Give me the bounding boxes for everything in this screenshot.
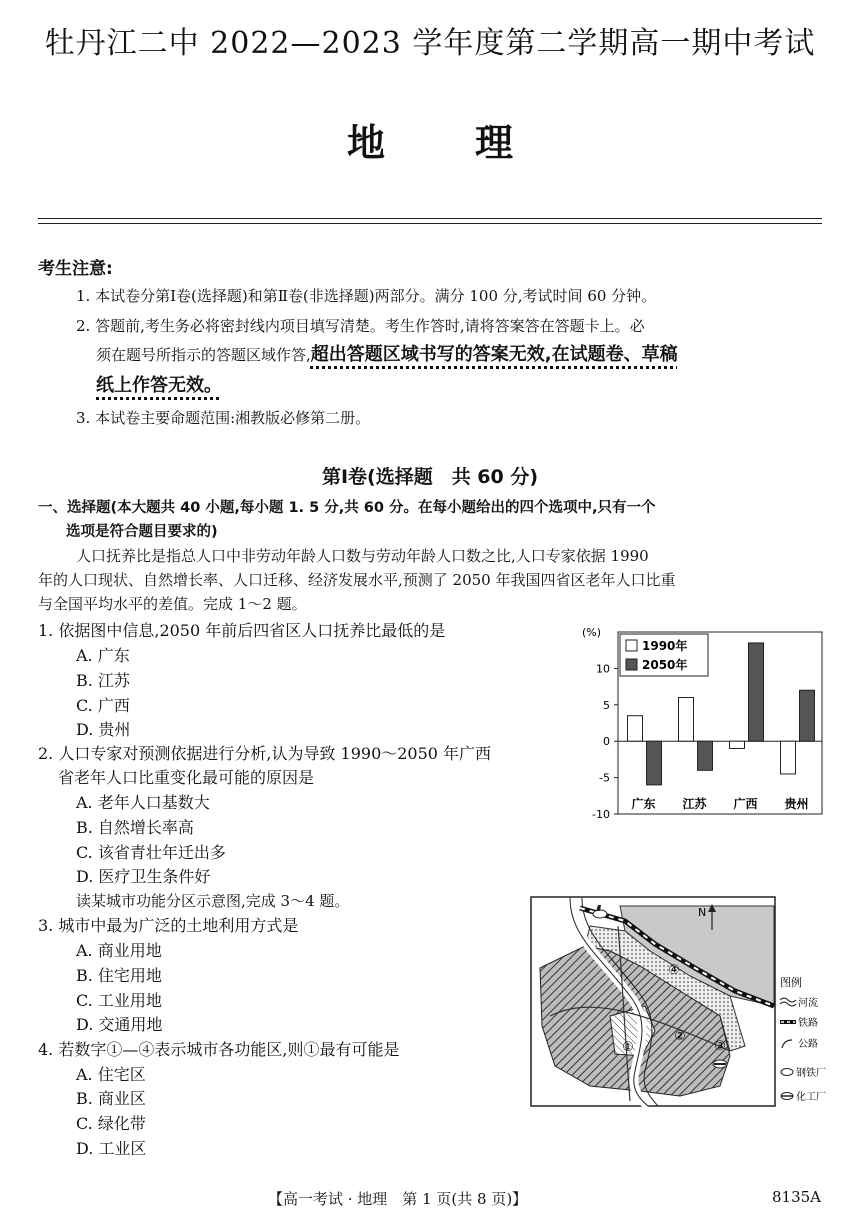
- notice-item-2-line-2: [96, 343, 678, 367]
- legend-swatch-0: [626, 640, 637, 651]
- legend-river-label: 河流: [798, 998, 818, 1009]
- question-2-stem-line-2: 省老年人口比重变化最可能的原因是: [58, 768, 315, 787]
- part-one-title: 第Ⅰ卷(选择题 共 60 分): [321, 466, 539, 488]
- chart-ylabel: (%): [582, 626, 602, 639]
- notice-item-2-line-3: [96, 374, 222, 398]
- question-4-option-c: C. 绿化带: [76, 1114, 146, 1133]
- bar-1990-1: [679, 698, 694, 742]
- bar-2050-2: [749, 643, 764, 741]
- y-tick-label: 0: [603, 735, 610, 749]
- intro-questions-3-4: 读某城市功能分区示意图,完成 3～4 题。: [76, 892, 350, 910]
- question-1-stem: 1. 依据图中信息,2050 年前后四省区人口抚养比最低的是: [38, 621, 446, 640]
- question-2-option-d: D. 医疗卫生条件好: [76, 867, 211, 886]
- question-3-option-a: A. 商业用地: [76, 941, 162, 960]
- y-tick-label: 10: [596, 662, 610, 676]
- legend-steel-icon: [781, 1069, 793, 1076]
- zone-2-label: ②: [674, 1029, 686, 1044]
- question-1-option-a: A. 广东: [76, 646, 130, 665]
- notice-item-3: 3. 本试卷主要命题范围:湘教版必修第二册。: [76, 409, 371, 427]
- notice-item-2-line-1: 2. 答题前,考生务必将密封线内项目填写清楚。考生作答时,请将答案答在答题卡上。必: [76, 317, 645, 335]
- population-bar-chart: [578, 622, 826, 822]
- question-3-option-d: D. 交通用地: [76, 1015, 163, 1034]
- header-divider-bottom: [38, 223, 822, 224]
- legend-road-icon: [782, 1040, 792, 1048]
- legend-chemical-label: 化工厂: [796, 1092, 826, 1103]
- legend-railway-label: 铁路: [798, 1018, 818, 1029]
- bar-2050-1: [698, 741, 713, 770]
- notice-heading: 考生注意:: [38, 259, 113, 279]
- subject-title: 地理: [346, 120, 603, 165]
- legend-label-1: 2050年: [642, 658, 688, 672]
- notice-emphasis-1: 超出答题区域书写的答案无效,在试题卷、草稿: [310, 344, 678, 365]
- exam-title: 牡丹江二中 2022—2023 学年度第二学期高一期中考试: [44, 26, 816, 61]
- notice-emphasis-2: 纸上作答无效。: [96, 375, 222, 396]
- map-legend-title: 图例: [780, 976, 802, 989]
- legend-label-0: 1990年: [642, 639, 688, 653]
- y-tick-label: -5: [599, 771, 610, 785]
- legend-swatch-1: [626, 659, 637, 670]
- header-divider-top: [38, 218, 822, 219]
- question-1-option-c: C. 广西: [76, 696, 130, 715]
- notice-item-2-plain: 须在题号所指示的答题区域作答,: [96, 346, 311, 364]
- question-4-option-a: A. 住宅区: [76, 1065, 146, 1084]
- question-3-option-c: C. 工业用地: [76, 991, 162, 1010]
- passage-1-line-3: 与全国平均水平的差值。完成 1～2 题。: [38, 595, 307, 613]
- chemical-factory-icon: [713, 1060, 727, 1068]
- question-3-stem: 3. 城市中最为广泛的土地利用方式是: [38, 916, 299, 935]
- x-category-label: 广东: [631, 797, 656, 811]
- bar-1990-0: [628, 716, 643, 741]
- question-4-stem: 4. 若数字①—④表示城市各功能区,则①最有可能是: [38, 1040, 400, 1059]
- bar-1990-2: [730, 741, 745, 748]
- question-2-option-a: A. 老年人口基数大: [76, 793, 210, 812]
- city-function-map: [530, 896, 826, 1108]
- legend-river-icon: [780, 998, 796, 1002]
- question-3-option-b: B. 住宅用地: [76, 966, 162, 985]
- passage-1-line-1: 人口抚养比是指总人口中非劳动年龄人口数与劳动年龄人口数之比,人口专家依据 1990: [76, 547, 649, 565]
- zone-1-label: ①: [622, 1040, 634, 1055]
- bar-2050-0: [647, 741, 662, 785]
- question-2-option-c: C. 该省青壮年迁出多: [76, 843, 226, 862]
- section-instruction-line-1: 一、选择题(本大题共 40 小题,每小题 1. 5 分,共 60 分。在每小题给出的四个选项中,只有一个: [38, 500, 656, 516]
- question-4-option-b: B. 商业区: [76, 1089, 146, 1108]
- y-tick-label: 5: [603, 698, 610, 712]
- question-4-option-d: D. 工业区: [76, 1139, 147, 1158]
- x-category-label: 江苏: [682, 797, 707, 811]
- bar-2050-3: [800, 690, 815, 741]
- zone-3-label: ③: [714, 1039, 726, 1054]
- legend-steel-label: 钢铁厂: [796, 1068, 826, 1079]
- north-label: N: [698, 906, 707, 919]
- question-1-option-d: D. 贵州: [76, 720, 131, 739]
- paper-code: 8135A: [772, 1188, 822, 1206]
- y-tick-label: -10: [592, 808, 610, 821]
- question-1-option-b: B. 江苏: [76, 671, 130, 690]
- zone-4-label: ④: [668, 963, 680, 978]
- x-category-label: 广西: [733, 797, 758, 811]
- bar-1990-3: [781, 741, 796, 774]
- x-category-label: 贵州: [784, 797, 809, 811]
- legend-road-label: 公路: [798, 1039, 818, 1050]
- passage-1-line-2: 年的人口现状、自然增长率、人口迁移、经济发展水平,预测了 2050 年我国四省区老年人口比重: [38, 571, 676, 589]
- section-instruction-line-2: 选项是符合题目要求的): [66, 524, 218, 540]
- question-2-stem-line-1: 2. 人口专家对预测依据进行分析,认为导致 1990～2050 年广西: [38, 744, 492, 763]
- question-2-option-b: B. 自然增长率高: [76, 818, 194, 837]
- notice-item-1: 1. 本试卷分第Ⅰ卷(选择题)和第Ⅱ卷(非选择题)两部分。满分 100 分,考试时间 60 分钟。: [76, 287, 657, 305]
- page-footer: 【高一考试 · 地理 第 1 页(共 8 页)】: [268, 1190, 528, 1208]
